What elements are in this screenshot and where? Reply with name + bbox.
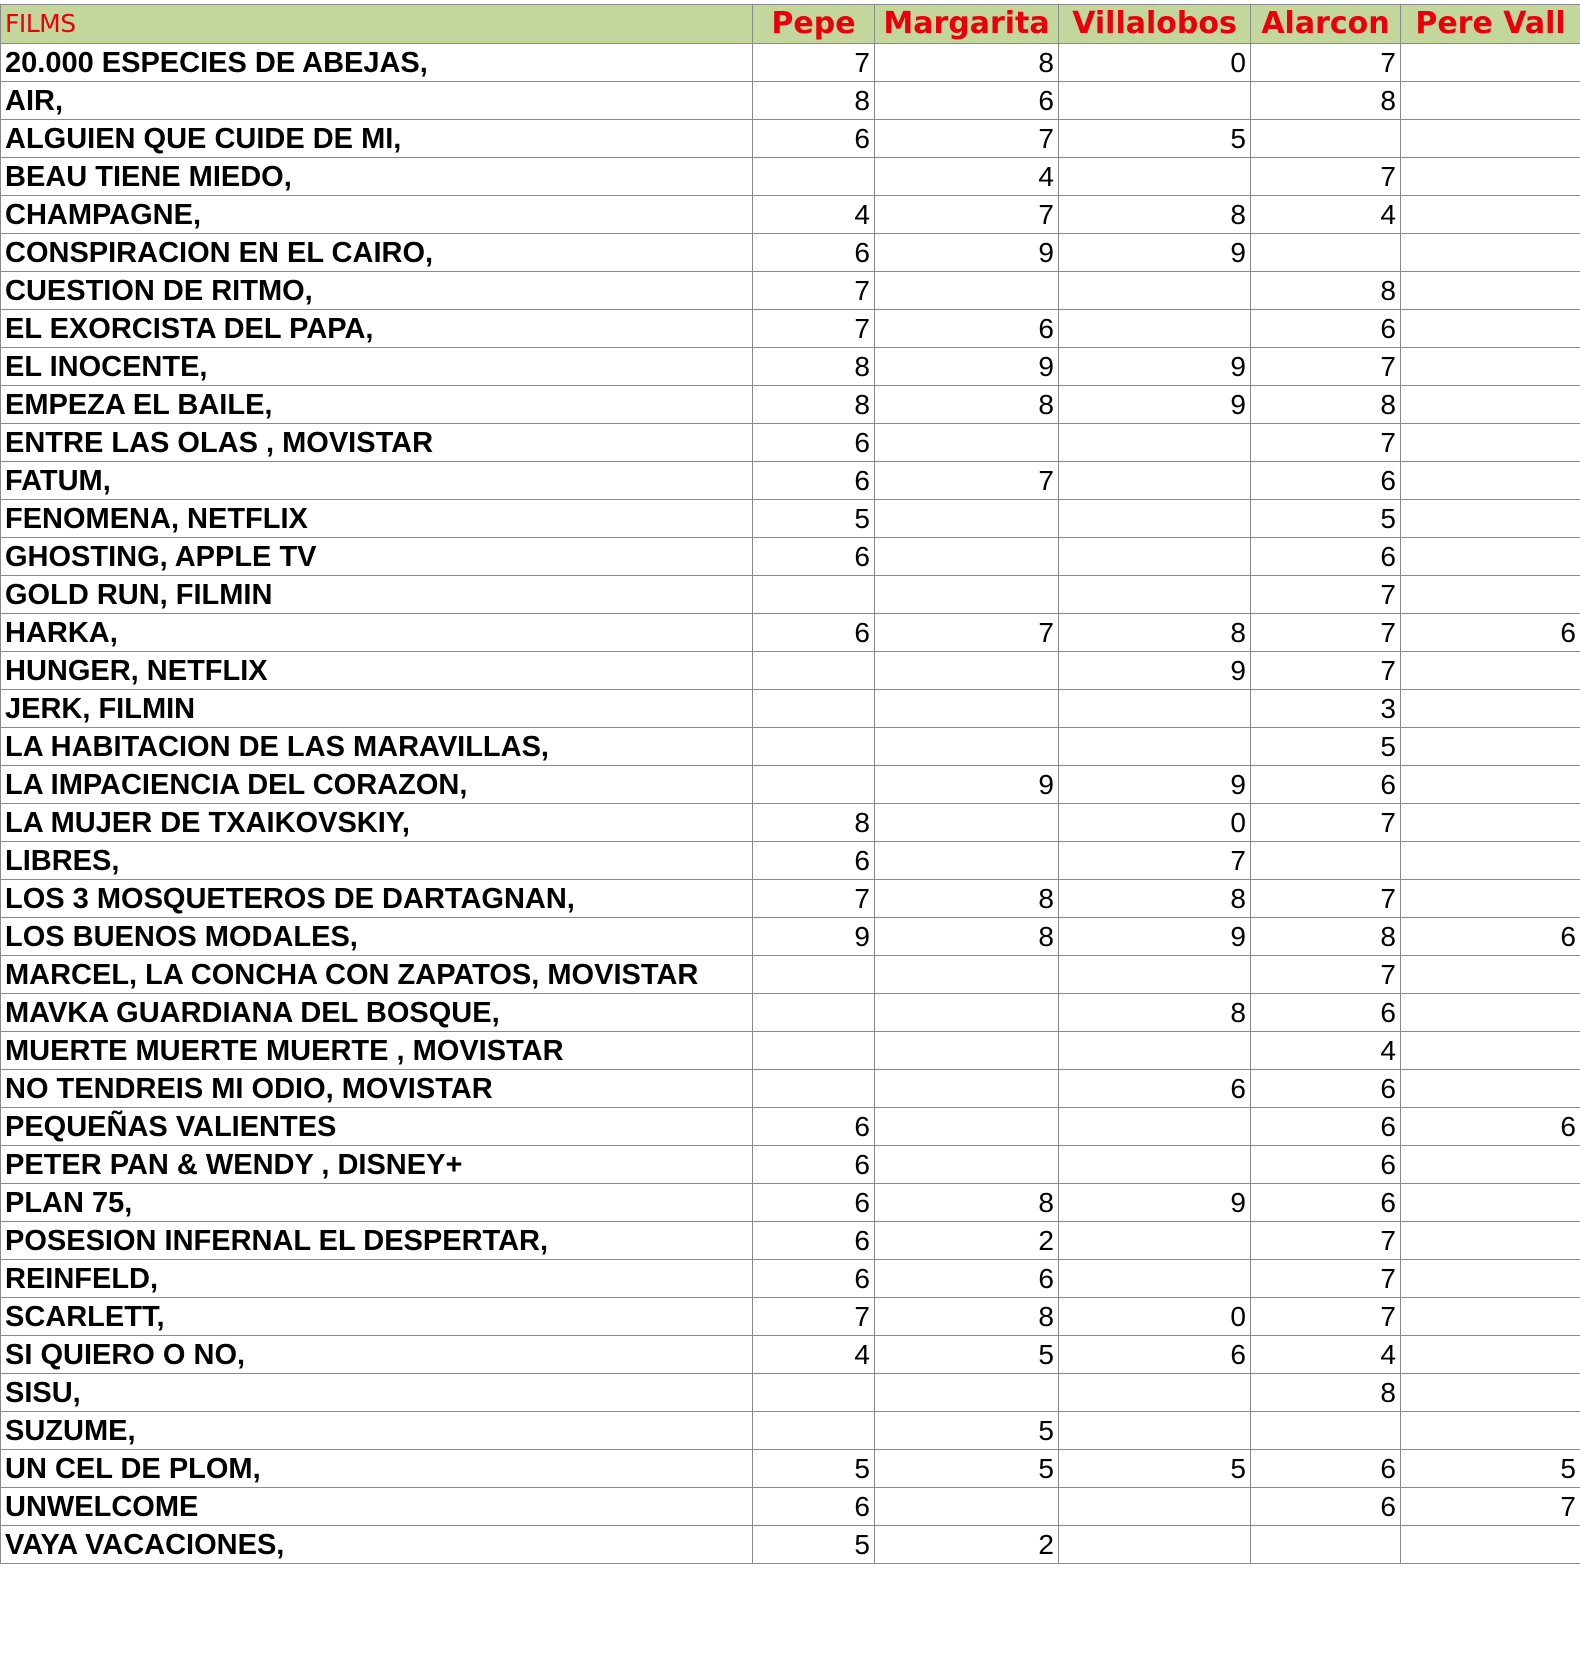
table-row [1, 348, 1580, 386]
film-title-cell[interactable]: SI QUIERO O NO, [1, 1336, 753, 1374]
score-cell-pere-vall[interactable] [1401, 82, 1580, 120]
score-cell-villalobos[interactable] [1059, 424, 1251, 462]
table-row [1, 310, 1580, 348]
score-cell-pere-vall[interactable] [1401, 1260, 1580, 1298]
score-cell-alarcon[interactable] [1251, 120, 1401, 158]
score-cell-margarita[interactable]: 9 [875, 766, 1059, 804]
score-cell-villalobos[interactable]: 9 [1059, 234, 1251, 272]
score-cell-pere-vall[interactable] [1401, 310, 1580, 348]
film-title-cell[interactable]: NO TENDREIS MI ODIO, MOVISTAR [1, 1070, 753, 1108]
table-row [1, 918, 1580, 956]
table-row [1, 82, 1580, 120]
score-cell-pere-vall[interactable] [1401, 1146, 1580, 1184]
score-cell-pepe[interactable] [753, 766, 875, 804]
score-cell-pere-vall[interactable]: 6 [1401, 614, 1580, 652]
score-cell-pepe[interactable]: 6 [753, 424, 875, 462]
film-title-cell[interactable]: FATUM, [1, 462, 753, 500]
score-cell-alarcon[interactable]: 6 [1251, 1070, 1401, 1108]
score-cell-pere-vall[interactable] [1401, 348, 1580, 386]
film-title-cell[interactable]: ENTRE LAS OLAS , MOVISTAR [1, 424, 753, 462]
score-cell-villalobos[interactable] [1059, 538, 1251, 576]
score-cell-pere-vall[interactable] [1401, 424, 1580, 462]
score-cell-villalobos[interactable]: 9 [1059, 386, 1251, 424]
ratings-table [0, 4, 1580, 1564]
score-cell-margarita[interactable]: 8 [875, 918, 1059, 956]
score-cell-pere-vall[interactable] [1401, 1412, 1580, 1450]
film-title-cell[interactable]: CHAMPAGNE, [1, 196, 753, 234]
score-cell-margarita[interactable] [875, 1108, 1059, 1146]
film-title-cell[interactable]: VAYA VACACIONES, [1, 1526, 753, 1564]
score-cell-pere-vall[interactable] [1401, 1032, 1580, 1070]
score-cell-margarita[interactable]: 6 [875, 310, 1059, 348]
score-cell-alarcon[interactable]: 7 [1251, 614, 1401, 652]
table-row [1, 804, 1580, 842]
score-cell-pepe[interactable]: 4 [753, 196, 875, 234]
score-cell-margarita[interactable] [875, 956, 1059, 994]
score-cell-villalobos[interactable] [1059, 1032, 1251, 1070]
score-cell-margarita[interactable]: 5 [875, 1450, 1059, 1488]
score-cell-pepe[interactable] [753, 1374, 875, 1412]
film-title-cell[interactable]: MAVKA GUARDIANA DEL BOSQUE, [1, 994, 753, 1032]
score-cell-villalobos[interactable]: 9 [1059, 652, 1251, 690]
score-cell-alarcon[interactable]: 8 [1251, 386, 1401, 424]
score-cell-pepe[interactable]: 7 [753, 272, 875, 310]
score-cell-villalobos[interactable]: 5 [1059, 120, 1251, 158]
score-cell-margarita[interactable]: 7 [875, 614, 1059, 652]
table-row [1, 1260, 1580, 1298]
table-row [1, 500, 1580, 538]
table-body [1, 44, 1580, 1564]
score-cell-villalobos[interactable] [1059, 1374, 1251, 1412]
score-cell-pepe[interactable] [753, 1032, 875, 1070]
header-cell-margarita[interactable]: Margarita [875, 5, 1059, 44]
score-cell-alarcon[interactable]: 7 [1251, 348, 1401, 386]
score-cell-pere-vall[interactable] [1401, 956, 1580, 994]
score-cell-pere-vall[interactable]: 5 [1401, 1450, 1580, 1488]
score-cell-pepe[interactable]: 6 [753, 120, 875, 158]
film-title-cell[interactable]: SISU, [1, 1374, 753, 1412]
score-cell-margarita[interactable]: 6 [875, 82, 1059, 120]
table-row [1, 652, 1580, 690]
score-cell-villalobos[interactable]: 8 [1059, 614, 1251, 652]
score-cell-margarita[interactable] [875, 804, 1059, 842]
score-cell-villalobos[interactable]: 9 [1059, 918, 1251, 956]
score-cell-villalobos[interactable]: 0 [1059, 804, 1251, 842]
score-cell-margarita[interactable] [875, 1146, 1059, 1184]
score-cell-margarita[interactable] [875, 690, 1059, 728]
score-cell-pepe[interactable] [753, 994, 875, 1032]
table-row [1, 576, 1580, 614]
score-cell-pepe[interactable] [753, 576, 875, 614]
score-cell-villalobos[interactable] [1059, 576, 1251, 614]
table-row [1, 690, 1580, 728]
table-row [1, 956, 1580, 994]
score-cell-margarita[interactable]: 8 [875, 386, 1059, 424]
film-title-cell[interactable]: HARKA, [1, 614, 753, 652]
table-row [1, 766, 1580, 804]
score-cell-pepe[interactable]: 6 [753, 462, 875, 500]
score-cell-alarcon[interactable] [1251, 234, 1401, 272]
film-title-cell[interactable]: EMPEZA EL BAILE, [1, 386, 753, 424]
table-row [1, 1070, 1580, 1108]
film-title-cell[interactable]: ALGUIEN QUE CUIDE DE MI, [1, 120, 753, 158]
score-cell-pepe[interactable] [753, 158, 875, 196]
score-cell-margarita[interactable]: 8 [875, 1298, 1059, 1336]
score-cell-pepe[interactable] [753, 1070, 875, 1108]
score-cell-villalobos[interactable]: 0 [1059, 1298, 1251, 1336]
score-cell-pepe[interactable]: 4 [753, 1336, 875, 1374]
score-cell-margarita[interactable] [875, 652, 1059, 690]
score-cell-pere-vall[interactable]: 6 [1401, 918, 1580, 956]
score-cell-alarcon[interactable]: 6 [1251, 766, 1401, 804]
score-cell-alarcon[interactable] [1251, 842, 1401, 880]
score-cell-alarcon[interactable]: 4 [1251, 1032, 1401, 1070]
score-cell-pere-vall[interactable]: 6 [1401, 1108, 1580, 1146]
score-cell-pere-vall[interactable] [1401, 880, 1580, 918]
score-cell-pepe[interactable]: 6 [753, 1488, 875, 1526]
score-cell-pepe[interactable]: 6 [753, 538, 875, 576]
table-row [1, 1374, 1580, 1412]
table-row [1, 880, 1580, 918]
score-cell-villalobos[interactable]: 9 [1059, 766, 1251, 804]
header-cell-pere-vall[interactable]: Pere Vall [1401, 5, 1580, 44]
film-title-cell[interactable]: SUZUME, [1, 1412, 753, 1450]
film-title-cell[interactable]: EL INOCENTE, [1, 348, 753, 386]
film-title-cell[interactable]: CONSPIRACION EN EL CAIRO, [1, 234, 753, 272]
score-cell-pere-vall[interactable] [1401, 234, 1580, 272]
score-cell-pere-vall[interactable] [1401, 842, 1580, 880]
table-row [1, 842, 1580, 880]
score-cell-alarcon[interactable]: 6 [1251, 1488, 1401, 1526]
score-cell-pere-vall[interactable] [1401, 1526, 1580, 1564]
table-row [1, 44, 1580, 82]
score-cell-pere-vall[interactable] [1401, 994, 1580, 1032]
score-cell-margarita[interactable]: 8 [875, 44, 1059, 82]
score-cell-pere-vall[interactable] [1401, 804, 1580, 842]
score-cell-margarita[interactable]: 4 [875, 158, 1059, 196]
score-cell-pere-vall[interactable] [1401, 1336, 1580, 1374]
score-cell-pere-vall[interactable]: 7 [1401, 1488, 1580, 1526]
score-cell-villalobos[interactable] [1059, 158, 1251, 196]
score-cell-pepe[interactable]: 7 [753, 880, 875, 918]
score-cell-pepe[interactable] [753, 690, 875, 728]
film-title-cell[interactable]: UNWELCOME [1, 1488, 753, 1526]
table-row [1, 1450, 1580, 1488]
score-cell-alarcon[interactable]: 7 [1251, 1260, 1401, 1298]
score-cell-pepe[interactable]: 7 [753, 310, 875, 348]
score-cell-pepe[interactable]: 6 [753, 1146, 875, 1184]
score-cell-pere-vall[interactable] [1401, 1222, 1580, 1260]
score-cell-pepe[interactable] [753, 652, 875, 690]
score-cell-margarita[interactable]: 5 [875, 1412, 1059, 1450]
score-cell-pere-vall[interactable] [1401, 1070, 1580, 1108]
score-cell-alarcon[interactable]: 6 [1251, 310, 1401, 348]
score-cell-pere-vall[interactable] [1401, 728, 1580, 766]
film-title-cell[interactable]: LA MUJER DE TXAIKOVSKIY, [1, 804, 753, 842]
film-title-cell[interactable]: BEAU TIENE MIEDO, [1, 158, 753, 196]
score-cell-villalobos[interactable] [1059, 1222, 1251, 1260]
table-row [1, 1488, 1580, 1526]
score-cell-alarcon[interactable]: 7 [1251, 424, 1401, 462]
score-cell-villalobos[interactable] [1059, 1526, 1251, 1564]
table-row [1, 1412, 1580, 1450]
table-row [1, 386, 1580, 424]
score-cell-alarcon[interactable]: 8 [1251, 918, 1401, 956]
score-cell-pere-vall[interactable] [1401, 272, 1580, 310]
score-cell-pere-vall[interactable] [1401, 120, 1580, 158]
score-cell-pepe[interactable]: 6 [753, 614, 875, 652]
score-cell-margarita[interactable]: 9 [875, 348, 1059, 386]
score-cell-pepe[interactable]: 7 [753, 44, 875, 82]
score-cell-margarita[interactable]: 6 [875, 1260, 1059, 1298]
score-cell-margarita[interactable] [875, 1070, 1059, 1108]
film-title-cell[interactable]: PEQUEÑAS VALIENTES [1, 1108, 753, 1146]
score-cell-villalobos[interactable] [1059, 1412, 1251, 1450]
score-cell-margarita[interactable]: 8 [875, 880, 1059, 918]
table-row [1, 538, 1580, 576]
score-cell-margarita[interactable] [875, 1032, 1059, 1070]
score-cell-alarcon[interactable]: 7 [1251, 956, 1401, 994]
table-row [1, 120, 1580, 158]
table-row [1, 1032, 1580, 1070]
table-row [1, 196, 1580, 234]
score-cell-margarita[interactable]: 8 [875, 1184, 1059, 1222]
score-cell-villalobos[interactable] [1059, 1146, 1251, 1184]
score-cell-pepe[interactable]: 6 [753, 1108, 875, 1146]
score-cell-pepe[interactable] [753, 728, 875, 766]
score-cell-pepe[interactable]: 8 [753, 386, 875, 424]
header-cell-pepe[interactable]: Pepe [753, 5, 875, 44]
score-cell-villalobos[interactable]: 7 [1059, 842, 1251, 880]
score-cell-villalobos[interactable]: 8 [1059, 880, 1251, 918]
score-cell-alarcon[interactable]: 8 [1251, 1374, 1401, 1412]
score-cell-alarcon[interactable]: 6 [1251, 1108, 1401, 1146]
score-cell-alarcon[interactable]: 7 [1251, 652, 1401, 690]
table-row [1, 994, 1580, 1032]
score-cell-margarita[interactable] [875, 424, 1059, 462]
film-title-cell[interactable]: UN CEL DE PLOM, [1, 1450, 753, 1488]
score-cell-pepe[interactable]: 6 [753, 842, 875, 880]
score-cell-pere-vall[interactable] [1401, 1374, 1580, 1412]
score-cell-margarita[interactable] [875, 538, 1059, 576]
film-title-cell[interactable]: MARCEL, LA CONCHA CON ZAPATOS, MOVISTAR [1, 956, 753, 994]
score-cell-villalobos[interactable] [1059, 272, 1251, 310]
score-cell-alarcon[interactable]: 7 [1251, 576, 1401, 614]
score-cell-pere-vall[interactable] [1401, 196, 1580, 234]
table-row [1, 1526, 1580, 1564]
score-cell-pepe[interactable] [753, 1412, 875, 1450]
score-cell-pere-vall[interactable] [1401, 44, 1580, 82]
film-title-cell[interactable]: LOS 3 MOSQUETEROS DE DARTAGNAN, [1, 880, 753, 918]
score-cell-villalobos[interactable] [1059, 310, 1251, 348]
film-title-cell[interactable]: GOLD RUN, FILMIN [1, 576, 753, 614]
table-row [1, 234, 1580, 272]
film-title-cell[interactable]: PETER PAN & WENDY , DISNEY+ [1, 1146, 753, 1184]
table-row [1, 272, 1580, 310]
film-title-cell[interactable]: FENOMENA, NETFLIX [1, 500, 753, 538]
score-cell-alarcon[interactable]: 7 [1251, 1298, 1401, 1336]
score-cell-alarcon[interactable]: 5 [1251, 500, 1401, 538]
score-cell-margarita[interactable] [875, 1488, 1059, 1526]
film-title-cell[interactable]: LOS BUENOS MODALES, [1, 918, 753, 956]
score-cell-margarita[interactable] [875, 576, 1059, 614]
score-cell-alarcon[interactable]: 4 [1251, 196, 1401, 234]
score-cell-villalobos[interactable] [1059, 1108, 1251, 1146]
film-title-cell[interactable]: GHOSTING, APPLE TV [1, 538, 753, 576]
score-cell-margarita[interactable]: 2 [875, 1526, 1059, 1564]
score-cell-alarcon[interactable]: 5 [1251, 728, 1401, 766]
score-cell-alarcon[interactable]: 6 [1251, 462, 1401, 500]
score-cell-alarcon[interactable]: 8 [1251, 82, 1401, 120]
score-cell-villalobos[interactable] [1059, 728, 1251, 766]
table-row [1, 424, 1580, 462]
score-cell-margarita[interactable]: 5 [875, 1336, 1059, 1374]
film-title-cell[interactable]: POSESION INFERNAL EL DESPERTAR, [1, 1222, 753, 1260]
score-cell-pepe[interactable]: 9 [753, 918, 875, 956]
film-title-cell[interactable]: PLAN 75, [1, 1184, 753, 1222]
table-row [1, 1146, 1580, 1184]
score-cell-pepe[interactable]: 6 [753, 1222, 875, 1260]
score-cell-alarcon[interactable]: 7 [1251, 1222, 1401, 1260]
film-title-cell[interactable]: JERK, FILMIN [1, 690, 753, 728]
score-cell-alarcon[interactable]: 8 [1251, 272, 1401, 310]
score-cell-margarita[interactable]: 2 [875, 1222, 1059, 1260]
film-title-cell[interactable]: EL EXORCISTA DEL PAPA, [1, 310, 753, 348]
score-cell-alarcon[interactable] [1251, 1526, 1401, 1564]
score-cell-villalobos[interactable] [1059, 82, 1251, 120]
score-cell-alarcon[interactable]: 6 [1251, 1450, 1401, 1488]
table-row [1, 1298, 1580, 1336]
film-title-cell[interactable]: LA HABITACION DE LAS MARAVILLAS, [1, 728, 753, 766]
score-cell-pere-vall[interactable] [1401, 766, 1580, 804]
table-row [1, 1108, 1580, 1146]
score-cell-pere-vall[interactable] [1401, 690, 1580, 728]
score-cell-pepe[interactable]: 5 [753, 500, 875, 538]
score-cell-pere-vall[interactable] [1401, 652, 1580, 690]
score-cell-alarcon[interactable]: 6 [1251, 1146, 1401, 1184]
score-cell-pere-vall[interactable] [1401, 462, 1580, 500]
score-cell-villalobos[interactable] [1059, 500, 1251, 538]
score-cell-margarita[interactable] [875, 500, 1059, 538]
score-cell-margarita[interactable]: 9 [875, 234, 1059, 272]
score-cell-pere-vall[interactable] [1401, 576, 1580, 614]
score-cell-villalobos[interactable]: 8 [1059, 196, 1251, 234]
score-cell-villalobos[interactable] [1059, 690, 1251, 728]
table-row [1, 1184, 1580, 1222]
film-title-cell[interactable]: HUNGER, NETFLIX [1, 652, 753, 690]
film-title-cell[interactable]: 20.000 ESPECIES DE ABEJAS, [1, 44, 753, 82]
score-cell-alarcon[interactable]: 7 [1251, 158, 1401, 196]
header-cell-villalobos[interactable]: Villalobos [1059, 5, 1251, 44]
score-cell-villalobos[interactable]: 6 [1059, 1070, 1251, 1108]
film-title-cell[interactable]: MUERTE MUERTE MUERTE , MOVISTAR [1, 1032, 753, 1070]
header-cell-alarcon[interactable]: Alarcon [1251, 5, 1401, 44]
table-row [1, 614, 1580, 652]
score-cell-margarita[interactable] [875, 728, 1059, 766]
score-cell-pere-vall[interactable] [1401, 1298, 1580, 1336]
score-cell-margarita[interactable]: 7 [875, 120, 1059, 158]
score-cell-pepe[interactable]: 6 [753, 1184, 875, 1222]
table-row [1, 1222, 1580, 1260]
score-cell-pepe[interactable]: 5 [753, 1526, 875, 1564]
score-cell-villalobos[interactable] [1059, 956, 1251, 994]
score-cell-margarita[interactable]: 7 [875, 196, 1059, 234]
table-row [1, 1336, 1580, 1374]
table-row [1, 158, 1580, 196]
score-cell-pepe[interactable]: 8 [753, 348, 875, 386]
score-cell-pepe[interactable]: 8 [753, 82, 875, 120]
score-cell-margarita[interactable] [875, 994, 1059, 1032]
score-cell-alarcon[interactable]: 4 [1251, 1336, 1401, 1374]
score-cell-pere-vall[interactable] [1401, 500, 1580, 538]
film-title-cell[interactable]: LA IMPACIENCIA DEL CORAZON, [1, 766, 753, 804]
score-cell-margarita[interactable]: 7 [875, 462, 1059, 500]
score-cell-pepe[interactable]: 7 [753, 1298, 875, 1336]
score-cell-alarcon[interactable] [1251, 1412, 1401, 1450]
score-cell-villalobos[interactable] [1059, 1260, 1251, 1298]
score-cell-margarita[interactable] [875, 1374, 1059, 1412]
score-cell-alarcon[interactable]: 7 [1251, 44, 1401, 82]
score-cell-villalobos[interactable]: 0 [1059, 44, 1251, 82]
score-cell-villalobos[interactable]: 5 [1059, 1450, 1251, 1488]
header-row [1, 5, 1580, 44]
score-cell-pere-vall[interactable] [1401, 538, 1580, 576]
table-row [1, 728, 1580, 766]
score-cell-margarita[interactable] [875, 842, 1059, 880]
score-cell-pepe[interactable]: 8 [753, 804, 875, 842]
score-cell-alarcon[interactable]: 6 [1251, 994, 1401, 1032]
film-title-cell[interactable]: CUESTION DE RITMO, [1, 272, 753, 310]
score-cell-villalobos[interactable]: 8 [1059, 994, 1251, 1032]
score-cell-pepe[interactable]: 6 [753, 1260, 875, 1298]
film-title-cell[interactable]: SCARLETT, [1, 1298, 753, 1336]
score-cell-alarcon[interactable]: 7 [1251, 804, 1401, 842]
score-cell-villalobos[interactable] [1059, 462, 1251, 500]
score-cell-villalobos[interactable]: 6 [1059, 1336, 1251, 1374]
score-cell-villalobos[interactable]: 9 [1059, 1184, 1251, 1222]
score-cell-pepe[interactable]: 5 [753, 1450, 875, 1488]
score-cell-alarcon[interactable]: 7 [1251, 880, 1401, 918]
score-cell-pepe[interactable]: 6 [753, 234, 875, 272]
score-cell-villalobos[interactable] [1059, 1488, 1251, 1526]
score-cell-alarcon[interactable]: 6 [1251, 538, 1401, 576]
score-cell-alarcon[interactable]: 3 [1251, 690, 1401, 728]
header-cell-films[interactable]: FILMS [1, 5, 753, 44]
score-cell-pepe[interactable] [753, 956, 875, 994]
film-title-cell[interactable]: LIBRES, [1, 842, 753, 880]
score-cell-pere-vall[interactable] [1401, 386, 1580, 424]
score-cell-pere-vall[interactable] [1401, 1184, 1580, 1222]
film-title-cell[interactable]: AIR, [1, 82, 753, 120]
score-cell-pere-vall[interactable] [1401, 158, 1580, 196]
film-title-cell[interactable]: REINFELD, [1, 1260, 753, 1298]
score-cell-alarcon[interactable]: 6 [1251, 1184, 1401, 1222]
score-cell-villalobos[interactable]: 9 [1059, 348, 1251, 386]
table-row [1, 462, 1580, 500]
score-cell-margarita[interactable] [875, 272, 1059, 310]
